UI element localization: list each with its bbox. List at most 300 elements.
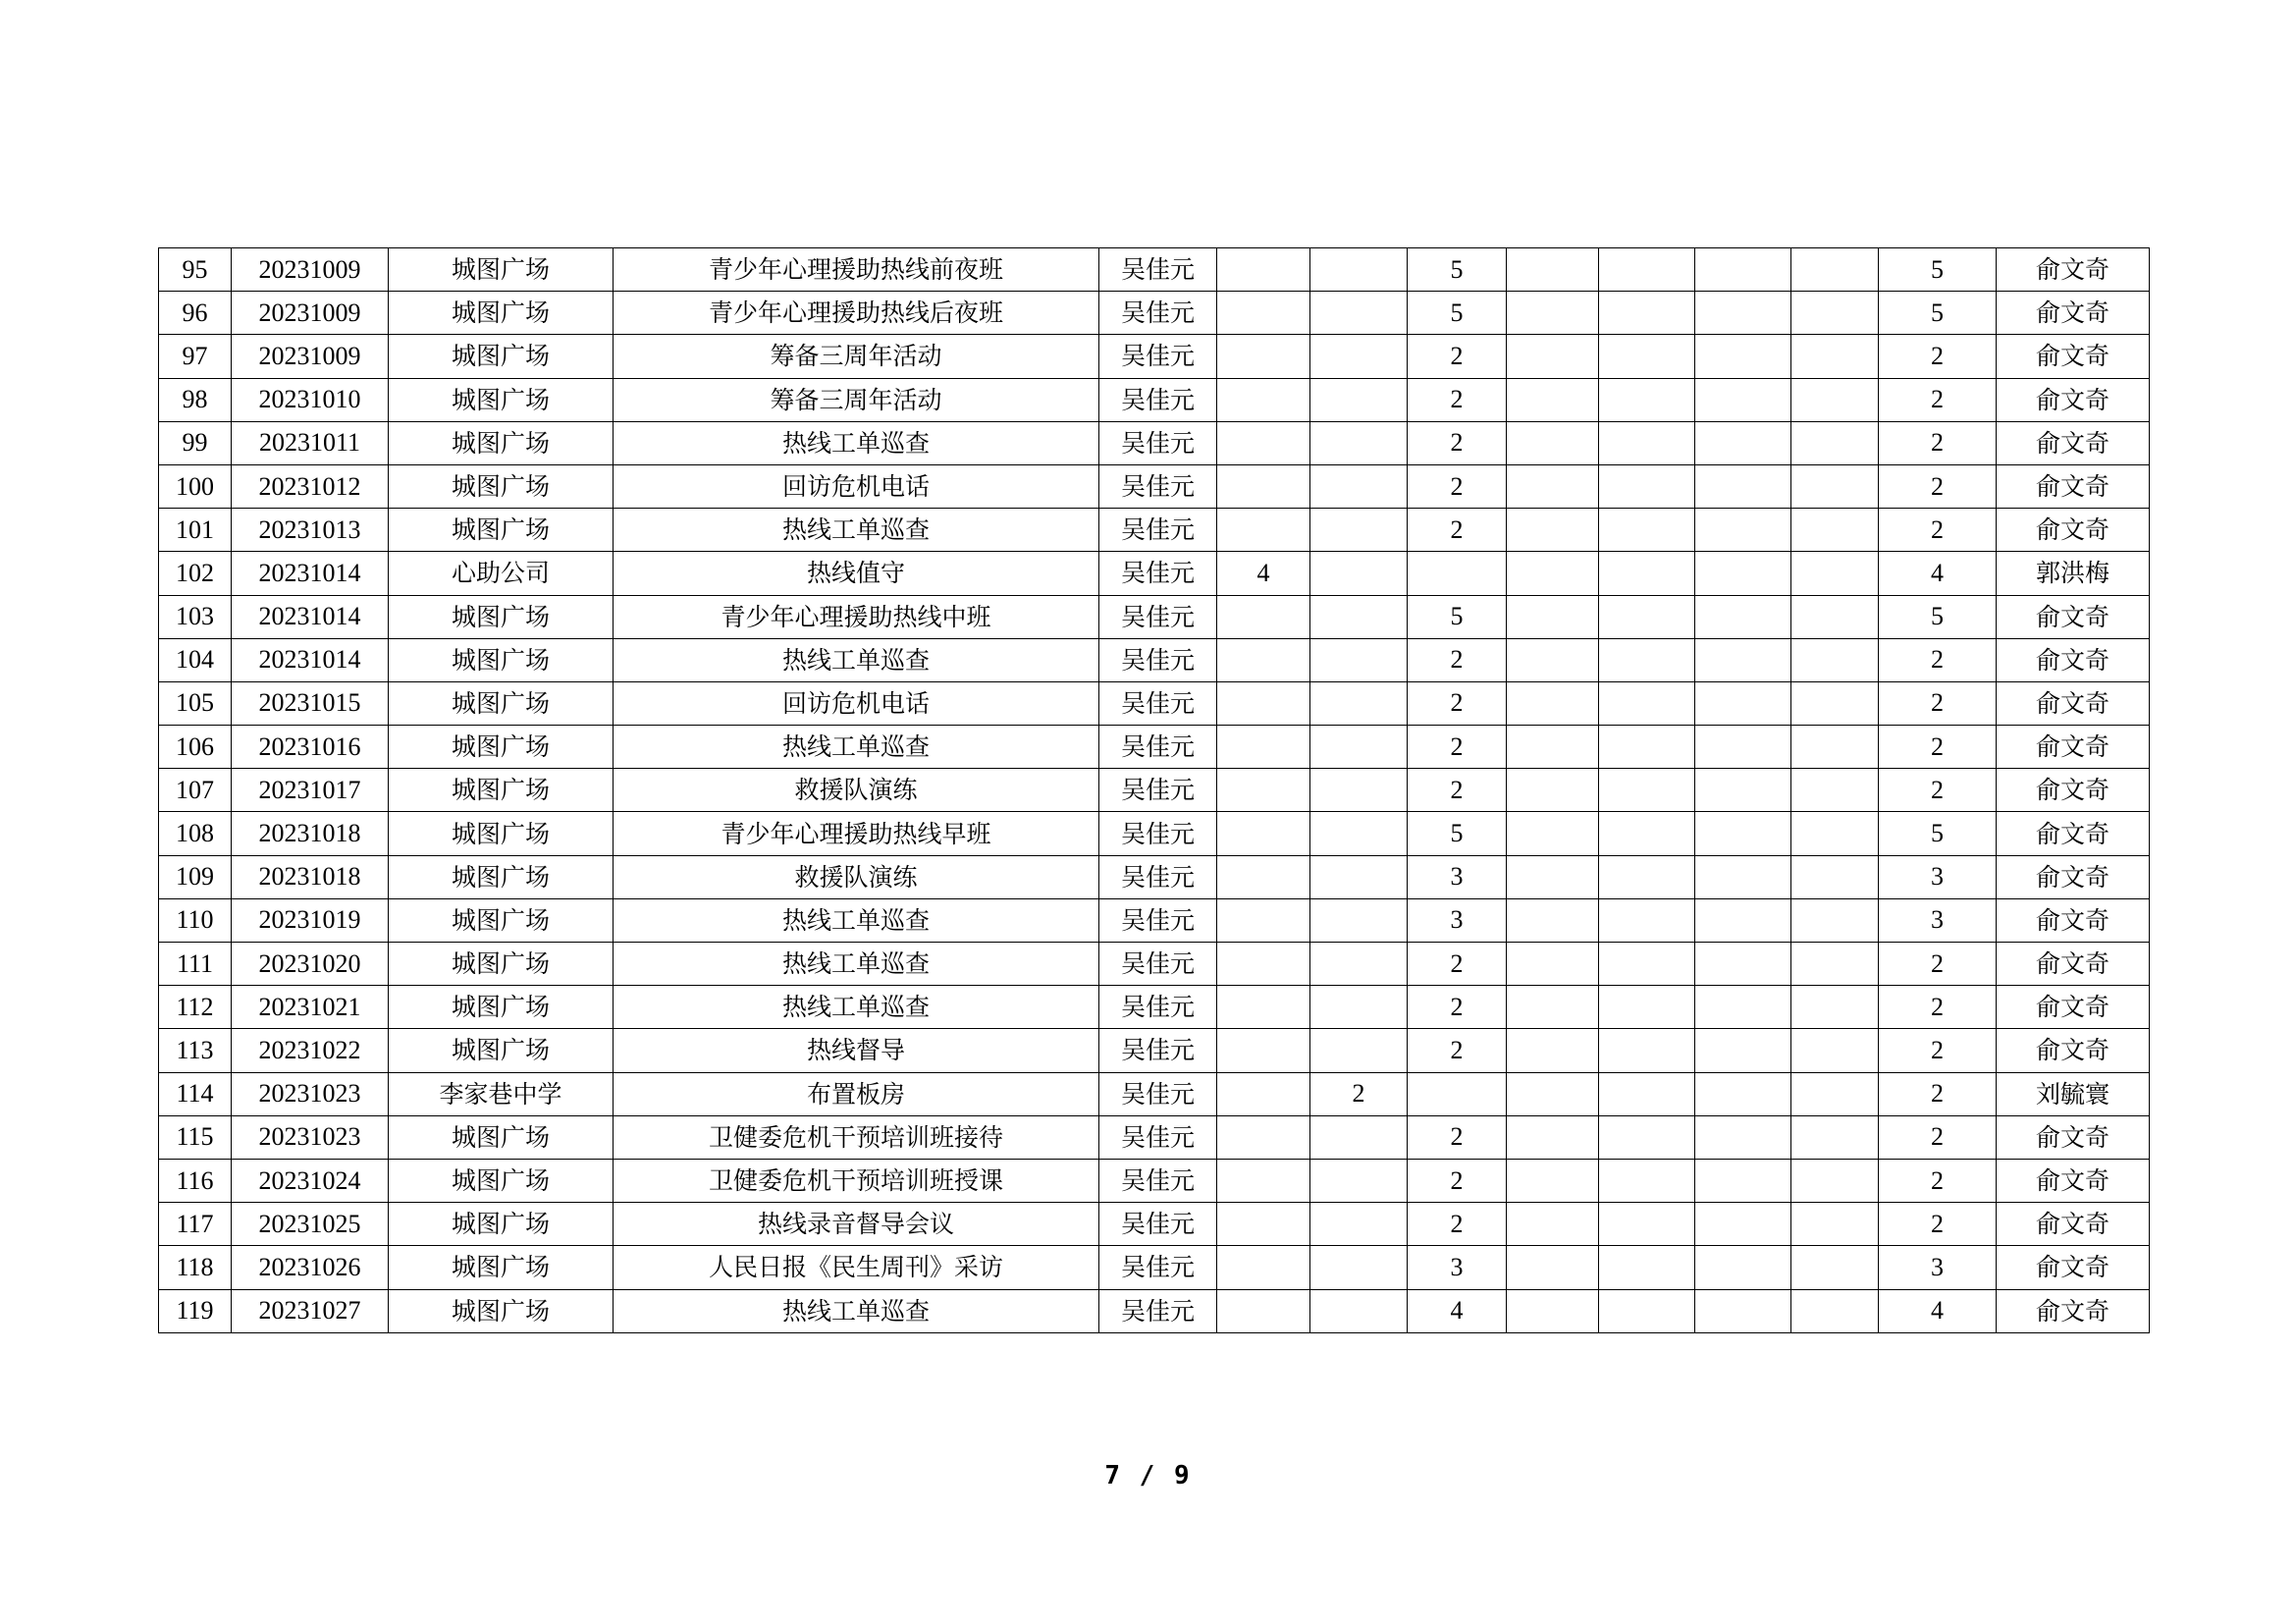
verifier-name-cell: 俞文奇: [1997, 421, 2150, 464]
hours-col-10-cell: [1599, 943, 1695, 986]
hours-col-12-cell: [1791, 726, 1879, 769]
verifier-name-cell: 俞文奇: [1997, 681, 2150, 725]
activity-cell: 布置板房: [614, 1072, 1099, 1115]
activity-cell: 筹备三周年活动: [614, 378, 1099, 421]
total-hours-cell: 3: [1879, 855, 1997, 898]
table-row: [159, 335, 2150, 378]
volunteer-name-cell: 吴佳元: [1099, 378, 1217, 421]
table-body: [159, 248, 2150, 1333]
hours-col-9-cell: [1507, 769, 1599, 812]
total-hours-cell: 2: [1879, 986, 1997, 1029]
hours-col-10-cell: [1599, 509, 1695, 552]
activity-cell: 热线工单巡查: [614, 421, 1099, 464]
hours-col-9-cell: [1507, 1203, 1599, 1246]
date-cell: 20231016: [232, 726, 389, 769]
hours-col-7-cell: [1310, 1115, 1408, 1159]
hours-col-7-cell: [1310, 1029, 1408, 1072]
date-cell: 20231009: [232, 292, 389, 335]
total-hours-cell: 2: [1879, 335, 1997, 378]
table-row: [159, 855, 2150, 898]
hours-col-12-cell: [1791, 335, 1879, 378]
hours-col-9-cell: [1507, 464, 1599, 508]
hours-col-8-cell: 3: [1408, 898, 1507, 942]
total-hours-cell: 2: [1879, 421, 1997, 464]
serial-number-cell: 98: [159, 378, 232, 421]
hours-col-6-cell: [1217, 292, 1310, 335]
location-cell: 城图广场: [389, 1159, 614, 1202]
location-cell: 心助公司: [389, 552, 614, 595]
activity-cell: 青少年心理援助热线早班: [614, 812, 1099, 855]
hours-col-8-cell: 5: [1408, 812, 1507, 855]
verifier-name-cell: 俞文奇: [1997, 1246, 2150, 1289]
hours-col-11-cell: [1695, 855, 1791, 898]
hours-col-6-cell: [1217, 769, 1310, 812]
hours-col-10-cell: [1599, 1115, 1695, 1159]
hours-col-8-cell: 3: [1408, 1246, 1507, 1289]
volunteer-name-cell: 吴佳元: [1099, 1029, 1217, 1072]
verifier-name-cell: 俞文奇: [1997, 335, 2150, 378]
hours-col-7-cell: [1310, 943, 1408, 986]
hours-col-8-cell: 5: [1408, 248, 1507, 292]
verifier-name-cell: 俞文奇: [1997, 1289, 2150, 1332]
location-cell: 城图广场: [389, 1029, 614, 1072]
hours-col-7-cell: [1310, 595, 1408, 638]
location-cell: 城图广场: [389, 378, 614, 421]
location-cell: 城图广场: [389, 986, 614, 1029]
verifier-name-cell: 俞文奇: [1997, 726, 2150, 769]
hours-col-7-cell: [1310, 986, 1408, 1029]
activity-cell: 青少年心理援助热线中班: [614, 595, 1099, 638]
hours-col-7-cell: [1310, 769, 1408, 812]
activity-cell: 卫健委危机干预培训班接待: [614, 1115, 1099, 1159]
hours-col-10-cell: [1599, 248, 1695, 292]
location-cell: 城图广场: [389, 335, 614, 378]
location-cell: 城图广场: [389, 509, 614, 552]
hours-col-12-cell: [1791, 1246, 1879, 1289]
date-cell: 20231014: [232, 552, 389, 595]
hours-col-11-cell: [1695, 1289, 1791, 1332]
hours-col-11-cell: [1695, 986, 1791, 1029]
location-cell: 城图广场: [389, 943, 614, 986]
hours-col-11-cell: [1695, 1029, 1791, 1072]
serial-number-cell: 97: [159, 335, 232, 378]
verifier-name-cell: 俞文奇: [1997, 1203, 2150, 1246]
hours-col-8-cell: 2: [1408, 464, 1507, 508]
hours-col-9-cell: [1507, 1289, 1599, 1332]
serial-number-cell: 115: [159, 1115, 232, 1159]
location-cell: 城图广场: [389, 421, 614, 464]
date-cell: 20231026: [232, 1246, 389, 1289]
date-cell: 20231025: [232, 1203, 389, 1246]
hours-col-10-cell: [1599, 726, 1695, 769]
verifier-name-cell: 俞文奇: [1997, 509, 2150, 552]
hours-col-7-cell: [1310, 1159, 1408, 1202]
volunteer-name-cell: 吴佳元: [1099, 552, 1217, 595]
serial-number-cell: 116: [159, 1159, 232, 1202]
hours-col-6-cell: [1217, 595, 1310, 638]
verifier-name-cell: 俞文奇: [1997, 1029, 2150, 1072]
hours-col-10-cell: [1599, 1289, 1695, 1332]
activity-cell: 回访危机电话: [614, 464, 1099, 508]
table-row: [159, 378, 2150, 421]
hours-col-6-cell: [1217, 509, 1310, 552]
hours-col-11-cell: [1695, 552, 1791, 595]
hours-col-12-cell: [1791, 812, 1879, 855]
date-cell: 20231009: [232, 248, 389, 292]
hours-col-11-cell: [1695, 378, 1791, 421]
verifier-name-cell: 俞文奇: [1997, 812, 2150, 855]
serial-number-cell: 111: [159, 943, 232, 986]
total-hours-cell: 2: [1879, 1159, 1997, 1202]
date-cell: 20231024: [232, 1159, 389, 1202]
hours-col-6-cell: [1217, 726, 1310, 769]
hours-col-7-cell: [1310, 1289, 1408, 1332]
hours-col-7-cell: [1310, 335, 1408, 378]
hours-col-10-cell: [1599, 292, 1695, 335]
date-cell: 20231021: [232, 986, 389, 1029]
hours-col-12-cell: [1791, 986, 1879, 1029]
hours-col-10-cell: [1599, 1029, 1695, 1072]
table-row: [159, 986, 2150, 1029]
total-hours-cell: 2: [1879, 509, 1997, 552]
volunteer-name-cell: 吴佳元: [1099, 681, 1217, 725]
serial-number-cell: 107: [159, 769, 232, 812]
hours-col-9-cell: [1507, 855, 1599, 898]
hours-col-8-cell: 2: [1408, 943, 1507, 986]
hours-col-8-cell: 2: [1408, 986, 1507, 1029]
hours-col-11-cell: [1695, 812, 1791, 855]
activity-cell: 救援队演练: [614, 855, 1099, 898]
verifier-name-cell: 俞文奇: [1997, 292, 2150, 335]
hours-col-12-cell: [1791, 638, 1879, 681]
volunteer-name-cell: 吴佳元: [1099, 509, 1217, 552]
hours-col-8-cell: 2: [1408, 509, 1507, 552]
table-row: [159, 595, 2150, 638]
hours-col-9-cell: [1507, 595, 1599, 638]
hours-col-9-cell: [1507, 943, 1599, 986]
volunteer-name-cell: 吴佳元: [1099, 769, 1217, 812]
total-hours-cell: 5: [1879, 812, 1997, 855]
date-cell: 20231013: [232, 509, 389, 552]
total-hours-cell: 2: [1879, 464, 1997, 508]
serial-number-cell: 105: [159, 681, 232, 725]
hours-col-11-cell: [1695, 769, 1791, 812]
hours-col-8-cell: 3: [1408, 855, 1507, 898]
verifier-name-cell: 俞文奇: [1997, 1159, 2150, 1202]
table-row: [159, 1289, 2150, 1332]
volunteer-name-cell: 吴佳元: [1099, 464, 1217, 508]
total-hours-cell: 2: [1879, 769, 1997, 812]
date-cell: 20231009: [232, 335, 389, 378]
hours-col-12-cell: [1791, 1115, 1879, 1159]
table-row: [159, 943, 2150, 986]
hours-col-7-cell: [1310, 509, 1408, 552]
volunteer-name-cell: 吴佳元: [1099, 421, 1217, 464]
hours-col-10-cell: [1599, 552, 1695, 595]
serial-number-cell: 102: [159, 552, 232, 595]
total-hours-cell: 2: [1879, 1029, 1997, 1072]
hours-col-10-cell: [1599, 1203, 1695, 1246]
hours-col-6-cell: [1217, 1115, 1310, 1159]
activity-cell: 热线值守: [614, 552, 1099, 595]
hours-col-12-cell: [1791, 595, 1879, 638]
hours-col-10-cell: [1599, 1159, 1695, 1202]
volunteer-name-cell: 吴佳元: [1099, 812, 1217, 855]
hours-col-10-cell: [1599, 464, 1695, 508]
volunteer-name-cell: 吴佳元: [1099, 335, 1217, 378]
volunteer-name-cell: 吴佳元: [1099, 248, 1217, 292]
hours-col-6-cell: [1217, 1072, 1310, 1115]
volunteer-name-cell: 吴佳元: [1099, 855, 1217, 898]
serial-number-cell: 99: [159, 421, 232, 464]
total-hours-cell: 4: [1879, 1289, 1997, 1332]
hours-col-12-cell: [1791, 855, 1879, 898]
hours-col-10-cell: [1599, 769, 1695, 812]
volunteer-name-cell: 吴佳元: [1099, 1289, 1217, 1332]
date-cell: 20231015: [232, 681, 389, 725]
hours-col-9-cell: [1507, 812, 1599, 855]
hours-col-11-cell: [1695, 1159, 1791, 1202]
hours-col-11-cell: [1695, 464, 1791, 508]
verifier-name-cell: 俞文奇: [1997, 769, 2150, 812]
date-cell: 20231020: [232, 943, 389, 986]
serial-number-cell: 95: [159, 248, 232, 292]
activity-cell: 救援队演练: [614, 769, 1099, 812]
serial-number-cell: 108: [159, 812, 232, 855]
hours-col-9-cell: [1507, 378, 1599, 421]
hours-col-6-cell: [1217, 681, 1310, 725]
hours-col-11-cell: [1695, 898, 1791, 942]
serial-number-cell: 114: [159, 1072, 232, 1115]
hours-col-11-cell: [1695, 292, 1791, 335]
table-row: [159, 1115, 2150, 1159]
hours-col-12-cell: [1791, 464, 1879, 508]
table-row: [159, 726, 2150, 769]
hours-col-7-cell: [1310, 726, 1408, 769]
location-cell: 城图广场: [389, 292, 614, 335]
hours-col-8-cell: 2: [1408, 335, 1507, 378]
hours-col-11-cell: [1695, 421, 1791, 464]
serial-number-cell: 117: [159, 1203, 232, 1246]
hours-col-6-cell: [1217, 812, 1310, 855]
hours-col-11-cell: [1695, 595, 1791, 638]
date-cell: 20231012: [232, 464, 389, 508]
table-row: [159, 898, 2150, 942]
hours-col-11-cell: [1695, 943, 1791, 986]
hours-col-11-cell: [1695, 1115, 1791, 1159]
total-hours-cell: 4: [1879, 552, 1997, 595]
verifier-name-cell: 俞文奇: [1997, 595, 2150, 638]
hours-col-11-cell: [1695, 1203, 1791, 1246]
activity-cell: 回访危机电话: [614, 681, 1099, 725]
verifier-name-cell: 郭洪梅: [1997, 552, 2150, 595]
date-cell: 20231027: [232, 1289, 389, 1332]
hours-col-6-cell: [1217, 335, 1310, 378]
hours-col-9-cell: [1507, 726, 1599, 769]
hours-col-11-cell: [1695, 248, 1791, 292]
hours-col-12-cell: [1791, 292, 1879, 335]
hours-col-10-cell: [1599, 855, 1695, 898]
table-row: [159, 248, 2150, 292]
table-row: [159, 1072, 2150, 1115]
hours-col-7-cell: [1310, 638, 1408, 681]
hours-col-12-cell: [1791, 898, 1879, 942]
serial-number-cell: 101: [159, 509, 232, 552]
hours-col-7-cell: [1310, 421, 1408, 464]
serial-number-cell: 112: [159, 986, 232, 1029]
hours-col-6-cell: [1217, 1289, 1310, 1332]
hours-col-6-cell: [1217, 421, 1310, 464]
serial-number-cell: 110: [159, 898, 232, 942]
hours-col-11-cell: [1695, 1072, 1791, 1115]
hours-col-8-cell: 2: [1408, 726, 1507, 769]
date-cell: 20231014: [232, 638, 389, 681]
activity-record-table: [158, 247, 2150, 1333]
hours-col-7-cell: [1310, 898, 1408, 942]
hours-col-11-cell: [1695, 638, 1791, 681]
hours-col-9-cell: [1507, 681, 1599, 725]
hours-col-8-cell: 2: [1408, 1029, 1507, 1072]
activity-cell: 热线录音督导会议: [614, 1203, 1099, 1246]
hours-col-6-cell: [1217, 986, 1310, 1029]
verifier-name-cell: 俞文奇: [1997, 898, 2150, 942]
hours-col-6-cell: [1217, 1203, 1310, 1246]
hours-col-6-cell: [1217, 638, 1310, 681]
activity-cell: 热线工单巡查: [614, 986, 1099, 1029]
serial-number-cell: 113: [159, 1029, 232, 1072]
table-row: [159, 421, 2150, 464]
date-cell: 20231023: [232, 1115, 389, 1159]
location-cell: 城图广场: [389, 681, 614, 725]
location-cell: 城图广场: [389, 248, 614, 292]
hours-col-11-cell: [1695, 726, 1791, 769]
verifier-name-cell: 俞文奇: [1997, 464, 2150, 508]
location-cell: 城图广场: [389, 464, 614, 508]
volunteer-name-cell: 吴佳元: [1099, 292, 1217, 335]
activity-cell: 热线督导: [614, 1029, 1099, 1072]
activity-cell: 热线工单巡查: [614, 898, 1099, 942]
hours-col-8-cell: 2: [1408, 769, 1507, 812]
activity-cell: 筹备三周年活动: [614, 335, 1099, 378]
table-row: [159, 1029, 2150, 1072]
hours-col-11-cell: [1695, 335, 1791, 378]
hours-col-7-cell: [1310, 1246, 1408, 1289]
hours-col-10-cell: [1599, 595, 1695, 638]
hours-col-9-cell: [1507, 1029, 1599, 1072]
hours-col-6-cell: [1217, 898, 1310, 942]
total-hours-cell: 3: [1879, 1246, 1997, 1289]
hours-col-7-cell: [1310, 464, 1408, 508]
total-hours-cell: 2: [1879, 943, 1997, 986]
hours-col-6-cell: [1217, 1029, 1310, 1072]
location-cell: 城图广场: [389, 1115, 614, 1159]
date-cell: 20231022: [232, 1029, 389, 1072]
activity-cell: 热线工单巡查: [614, 943, 1099, 986]
table-row: [159, 812, 2150, 855]
hours-col-12-cell: [1791, 509, 1879, 552]
table-row: [159, 292, 2150, 335]
table-row: [159, 681, 2150, 725]
table-row: [159, 1203, 2150, 1246]
hours-col-7-cell: [1310, 248, 1408, 292]
hours-col-12-cell: [1791, 1289, 1879, 1332]
total-hours-cell: 2: [1879, 726, 1997, 769]
serial-number-cell: 100: [159, 464, 232, 508]
hours-col-12-cell: [1791, 769, 1879, 812]
hours-col-6-cell: 4: [1217, 552, 1310, 595]
table-row: [159, 509, 2150, 552]
location-cell: 李家巷中学: [389, 1072, 614, 1115]
hours-col-9-cell: [1507, 1072, 1599, 1115]
hours-col-7-cell: 2: [1310, 1072, 1408, 1115]
hours-col-11-cell: [1695, 681, 1791, 725]
hours-col-8-cell: 2: [1408, 638, 1507, 681]
serial-number-cell: 109: [159, 855, 232, 898]
hours-col-9-cell: [1507, 248, 1599, 292]
hours-col-11-cell: [1695, 509, 1791, 552]
hours-col-12-cell: [1791, 248, 1879, 292]
hours-col-8-cell: 2: [1408, 681, 1507, 725]
hours-col-10-cell: [1599, 378, 1695, 421]
total-hours-cell: 2: [1879, 1203, 1997, 1246]
activity-cell: 热线工单巡查: [614, 726, 1099, 769]
hours-col-8-cell: 2: [1408, 1203, 1507, 1246]
hours-col-12-cell: [1791, 943, 1879, 986]
hours-col-9-cell: [1507, 1115, 1599, 1159]
volunteer-name-cell: 吴佳元: [1099, 1159, 1217, 1202]
total-hours-cell: 3: [1879, 898, 1997, 942]
volunteer-name-cell: 吴佳元: [1099, 595, 1217, 638]
total-hours-cell: 2: [1879, 378, 1997, 421]
verifier-name-cell: 刘毓寰: [1997, 1072, 2150, 1115]
hours-col-8-cell: 5: [1408, 595, 1507, 638]
activity-cell: 热线工单巡查: [614, 1289, 1099, 1332]
verifier-name-cell: 俞文奇: [1997, 378, 2150, 421]
hours-col-12-cell: [1791, 1029, 1879, 1072]
hours-col-9-cell: [1507, 898, 1599, 942]
hours-col-10-cell: [1599, 1246, 1695, 1289]
serial-number-cell: 118: [159, 1246, 232, 1289]
date-cell: 20231018: [232, 855, 389, 898]
hours-col-10-cell: [1599, 335, 1695, 378]
activity-cell: 卫健委危机干预培训班授课: [614, 1159, 1099, 1202]
hours-col-6-cell: [1217, 1246, 1310, 1289]
volunteer-name-cell: 吴佳元: [1099, 638, 1217, 681]
hours-col-8-cell: [1408, 552, 1507, 595]
location-cell: 城图广场: [389, 812, 614, 855]
location-cell: 城图广场: [389, 1203, 614, 1246]
hours-col-7-cell: [1310, 855, 1408, 898]
hours-col-10-cell: [1599, 638, 1695, 681]
verifier-name-cell: 俞文奇: [1997, 943, 2150, 986]
hours-col-10-cell: [1599, 681, 1695, 725]
date-cell: 20231011: [232, 421, 389, 464]
hours-col-10-cell: [1599, 812, 1695, 855]
date-cell: 20231010: [232, 378, 389, 421]
volunteer-name-cell: 吴佳元: [1099, 726, 1217, 769]
hours-col-8-cell: 2: [1408, 1115, 1507, 1159]
location-cell: 城图广场: [389, 855, 614, 898]
verifier-name-cell: 俞文奇: [1997, 248, 2150, 292]
serial-number-cell: 119: [159, 1289, 232, 1332]
hours-col-9-cell: [1507, 335, 1599, 378]
volunteer-name-cell: 吴佳元: [1099, 1246, 1217, 1289]
hours-col-9-cell: [1507, 986, 1599, 1029]
location-cell: 城图广场: [389, 638, 614, 681]
hours-col-9-cell: [1507, 1246, 1599, 1289]
hours-col-8-cell: 2: [1408, 378, 1507, 421]
hours-col-8-cell: 2: [1408, 1159, 1507, 1202]
